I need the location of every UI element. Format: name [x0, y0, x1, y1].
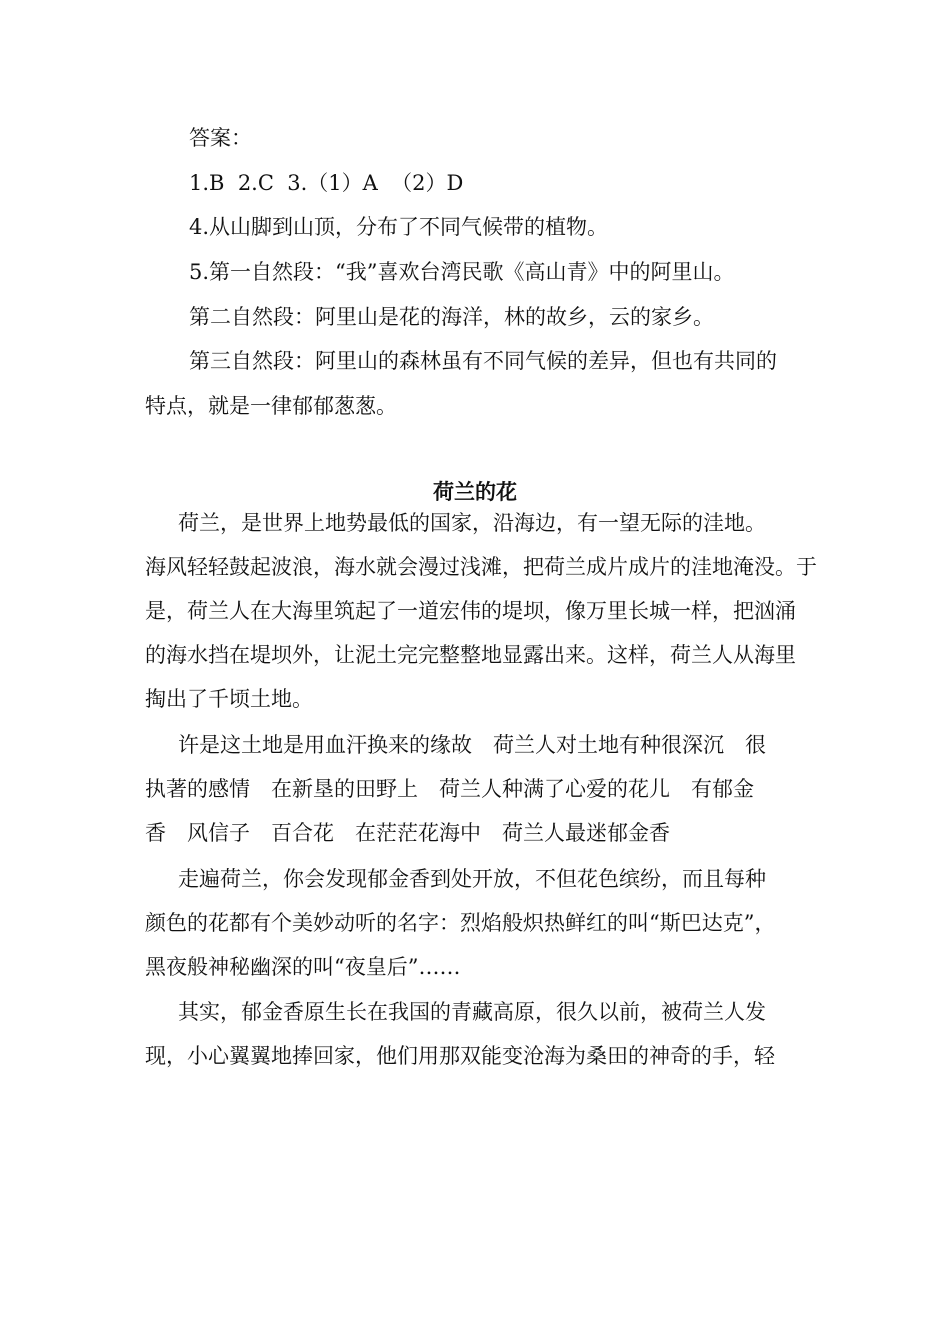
- article-line: 颜色的花都有个美妙动听的名字：烈焰般炽热鲜红的叫“斯巴达克”，: [145, 911, 776, 935]
- article-line: 执著的感情 在新垦的田野上 荷兰人种满了心爱的花儿 有郁金: [145, 777, 754, 801]
- answer-line: 特点，就是一律郁郁葱葱。: [145, 394, 397, 418]
- article-line: 黑夜般神秘幽深的叫“夜皇后”……: [145, 955, 461, 979]
- article-line: 现，小心翼翼地捧回家，他们用那双能变沧海为桑田的神奇的手，轻: [145, 1044, 775, 1068]
- article-line: 荷兰，是世界上地势最低的国家，沿海边，有一望无际的洼地。: [178, 511, 766, 535]
- article-line: 海风轻轻鼓起波浪，海水就会漫过浅滩，把荷兰成片成片的洼地淹没。于: [145, 555, 817, 579]
- article-title: 荷兰的花: [433, 480, 517, 504]
- answer-heading: 答案：: [189, 126, 252, 150]
- answer-line: 第二自然段：阿里山是花的海洋，林的故乡，云的家乡。: [189, 305, 714, 329]
- article-line: 其实，郁金香原生长在我国的青藏高原，很久以前，被荷兰人发: [178, 1000, 766, 1024]
- article-line: 香 风信子 百合花 在茫茫花海中 荷兰人最迷郁金香: [145, 821, 670, 845]
- answer-line: 1.B 2.C 3.（1）A （2）D: [189, 171, 464, 195]
- answer-line: 第三自然段：阿里山的森林虽有不同气候的差异，但也有共同的: [189, 349, 777, 373]
- article-line: 掏出了千顷土地。: [145, 687, 313, 711]
- answer-line: 4.从山脚到山顶，分布了不同气候带的植物。: [189, 215, 609, 239]
- article-line: 的海水挡在堤坝外，让泥土完完整整地显露出来。这样，荷兰人从海里: [145, 643, 796, 667]
- article-line: 是，荷兰人在大海里筑起了一道宏伟的堤坝，像万里长城一样，把汹涌: [145, 599, 796, 623]
- answer-line: 5.第一自然段：“我”喜欢台湾民歌《高山青》中的阿里山。: [189, 260, 735, 284]
- article-line: 走遍荷兰，你会发现郁金香到处开放，不但花色缤纷，而且每种: [178, 867, 766, 891]
- article-line: 许是这土地是用血汗换来的缘故 荷兰人对土地有种很深沉 很: [178, 733, 766, 757]
